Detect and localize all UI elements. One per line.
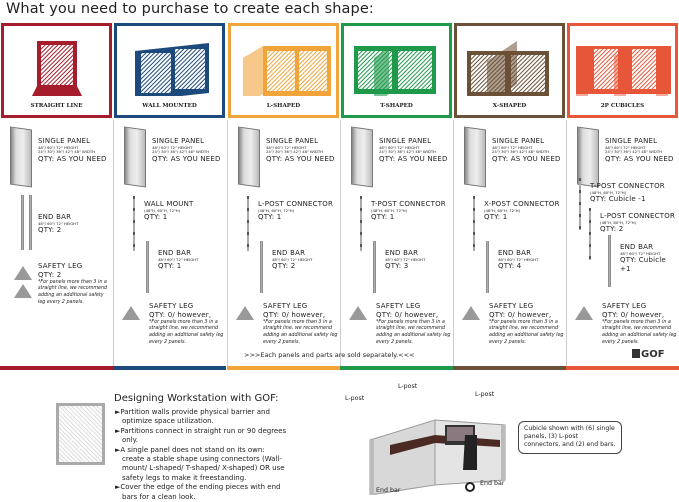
panel-sample-image [56,403,105,465]
part-spec: 24"/ 30"/ 36"/ 42"/ 48" WIDTH [379,149,437,155]
connector-post-image [133,196,135,251]
part-spec: 24"/ 30"/ 36"/ 42"/ 48" WIDTH [38,149,96,155]
part-spec: 48"/ 60"/ 72" HEIGHT [272,256,313,262]
bullet-arrow-icon: ► [115,445,121,454]
gof-logo [632,349,665,360]
safety-leg-image [462,306,480,320]
part-qty: QTY: 4 [498,262,522,271]
part-spec: (48"H, 60"H, 72"H) [484,207,521,213]
shape-column-3 [340,120,453,366]
cubicle-label-endbar-right: End bar [480,480,505,487]
cubicle-label-lpost-left: L-post [345,395,365,402]
part-title: SINGLE PANEL [605,137,658,145]
bullet-text: Partition walls provide physical barrier and optimize space utilization. [120,408,270,426]
part-end-barinfo [158,249,225,271]
color-stripe [227,366,340,370]
part-single-panelinfo [492,137,565,164]
connector-post-image [589,208,591,260]
part-qty: QTY: AS YOU NEED [152,155,221,164]
part-qty: QTY: 1 [258,213,282,222]
part-note: *For panels more than 3 in a straight line, we recommend adding an additional safety leg every 2 panels. [376,319,451,345]
safety-leg-image [14,266,32,280]
bullet-arrow-icon: ► [115,483,121,492]
part-title: SAFETY LEG [376,302,421,310]
part-spec: (48"H, 60"H, 72"H) [144,207,181,213]
part-qty: QTY: 3 [385,262,409,271]
part-spec: 24"/ 30"/ 36"/ 42"/ 48" WIDTH [605,149,663,155]
part-spec: (48"H, 60"H, 72"H) [258,207,295,213]
part-t-post-connectorinfo [371,200,452,222]
end-bar-image [260,241,263,293]
bullet-text: Cover the edge of the ending pieces with end bars for a clean look. [120,483,281,501]
cubicle-label-endbar-left: End bar [376,487,401,494]
design-heading: Designing Workstation with GOF: [114,393,279,404]
shape-icon [117,26,224,96]
part-qty: QTY: Cubicle +1 [620,256,666,274]
shape-box-0 [1,23,112,118]
part-single-panelinfo [266,137,339,164]
part-title: L-POST CONNECTOR [600,212,676,220]
shape-box-3 [341,23,452,118]
end-bar-image [373,241,376,293]
color-stripe [566,366,679,370]
part-end-barinfo [272,249,339,271]
bullet-arrow-icon: ► [115,426,121,435]
cubicle-label-lpost-right: L-post [475,391,495,398]
part-spec: (48"H, 60"H, 72"H) [600,219,637,225]
part-title: SINGLE PANEL [38,137,91,145]
part-safety-leginfo [489,302,565,346]
shape-label: 2P CUBICLES [600,103,645,109]
shape-column-5 [566,120,679,366]
single-panel-image [10,126,32,187]
part-single-panelinfo [379,137,452,164]
part-qty: QTY: 2 [600,225,624,234]
shape-label: X-SHAPED [492,103,527,109]
shape-box-1 [114,23,225,118]
part-title: END BAR [498,249,532,257]
safety-leg-image [349,306,367,320]
shape-icon [231,26,338,96]
part-note: *For panels more than 3 in a straight line, we recommend adding an additional safety leg every 2 panels. [149,319,224,345]
safety-leg-image [14,284,32,298]
part-title: WALL MOUNT [144,200,194,208]
part-safety-leginfo [263,302,339,346]
part-title: SAFETY LEG [263,302,308,310]
part-spec: 48"/ 60"/ 72" HEIGHT [38,220,79,226]
part-title: END BAR [158,249,192,257]
connector-post-image [360,196,362,251]
part-qty: QTY: AS YOU NEED [605,155,674,164]
part-note: *For panels more than 3 in a straight line, we recommend adding an additional safety leg every 2 panels. [38,279,108,305]
part-spec: (48"H, 60"H, 72"H) [590,189,627,195]
part-title: SINGLE PANEL [492,137,545,145]
end-bar-image [146,241,149,293]
part-qty: QTY: AS YOU NEED [38,155,107,164]
part-qty: QTY: 2 [38,270,62,279]
part-qty: QTY: 1 [144,213,168,222]
part-single-panelinfo [38,137,111,164]
shape-column-0 [0,120,113,366]
shape-icon [457,26,564,96]
part-spec: 48"/ 60"/ 72" HEIGHT [492,144,533,150]
connector-post-image [473,196,475,251]
color-stripe [113,366,226,370]
part-safety-leginfo [602,302,678,346]
part-single-panelinfo [605,137,678,164]
part-spec: 48"/ 60"/ 72" HEIGHT [385,256,426,262]
part-qty: QTY: AS YOU NEED [266,155,335,164]
part-title: END BAR [385,249,419,257]
part-spec: 48"/ 60"/ 72" HEIGHT [152,144,193,150]
part-spec: 24"/ 30"/ 36"/ 42"/ 48" WIDTH [152,149,210,155]
end-bar-image [21,195,24,250]
shape-box-4 [454,23,565,118]
shape-box-2 [228,23,339,118]
sold-separately-note: >>>Each panels and parts are sold separately.<<< [244,351,415,359]
part-spec: 48"/ 60"/ 72" HEIGHT [620,250,661,256]
part-title: SAFETY LEG [149,302,194,310]
part-title: END BAR [620,243,654,251]
part-note: *For panels more than 3 in a straight line, we recommend adding an additional safety leg every 2 panels. [489,319,564,345]
part-single-panelinfo [152,137,225,164]
part-title: X-POST CONNECTOR [484,200,560,208]
part-title: T-POST CONNECTOR [371,200,446,208]
part-end-barinfo [385,249,452,271]
single-panel-image [124,126,146,187]
design-bullet-item [114,408,289,427]
end-bar-image [29,195,32,250]
safety-leg-image [122,306,140,320]
shape-column-1 [113,120,226,366]
part-title: SAFETY LEG [489,302,534,310]
bullet-text: A single panel does not stand on its own: create a stable shape using connectors (Wall-mount/ L-shaped/ T-shaped/ X-shaped) OR use safety legs to make it freestanding. [120,445,285,482]
part-qty: QTY: 1 [484,213,508,222]
part-qty: QTY: 2 [38,226,62,235]
connector-post-image [247,196,249,251]
part-spec: 48"/ 60"/ 72" HEIGHT [38,144,79,150]
part-qty: QTY: 0/ however, [149,310,212,319]
bullet-arrow-icon: ► [115,408,121,416]
shape-label: WALL MOUNTED [142,103,197,109]
logo-text: GOF [641,349,665,360]
part-spec: 48"/ 60"/ 72" HEIGHT [605,144,646,150]
safety-leg-image [575,306,593,320]
shape-icon [4,26,111,96]
bullet-text: Partitions connect in straight run or 90 degrees only. [120,426,287,445]
design-bullet-item [114,446,289,484]
part-safety-leginfo [149,302,225,346]
part-title: SAFETY LEG [602,302,647,310]
part-t-post-connectorinfo [590,182,678,204]
part-title: SAFETY LEG [38,262,83,270]
part-safety-leginfo [376,302,452,346]
part-qty: QTY: 0/ however, [376,310,439,319]
part-note: *For panels more than 3 in a straight line, we recommend adding an additional safety leg every 2 panels. [602,319,677,345]
part-l-post-connectorinfo [258,200,339,222]
shape-icon [570,26,677,96]
part-qty: QTY: 2 [272,262,296,271]
part-spec: 24"/ 30"/ 36"/ 42"/ 48" WIDTH [266,149,324,155]
single-panel-image [464,126,486,187]
color-stripe [340,366,453,370]
end-bar-image [486,241,489,293]
shape-column-2 [227,120,340,366]
shape-icon [344,26,451,96]
part-title: SINGLE PANEL [266,137,319,145]
part-title: SINGLE PANEL [379,137,432,145]
part-x-post-connectorinfo [484,200,565,222]
part-spec: (48"H, 60"H, 72"H) [371,207,408,213]
part-qty: QTY: 0/ however, [263,310,326,319]
single-panel-image [351,126,373,187]
page-title: What you need to purchase to create each shape: [6,1,374,17]
color-stripe [453,366,566,370]
part-qty: QTY: 1 [158,262,182,271]
part-spec: 48"/ 60"/ 72" HEIGHT [379,144,420,150]
part-spec: 48"/ 60"/ 72" HEIGHT [266,144,307,150]
safety-leg-image [236,306,254,320]
cubicle-caption: Cubicle shown with (6) single panels, (3) L-post connectors, and (2) end bars. [518,421,622,454]
design-bullets [114,408,289,502]
part-end-barinfo [620,243,678,274]
part-qty: QTY: 1 [371,213,395,222]
part-title: END BAR [272,249,306,257]
design-bullet-item [114,483,289,502]
connector-post-image [579,178,581,230]
part-qty: QTY: AS YOU NEED [492,155,561,164]
part-title: SINGLE PANEL [152,137,205,145]
shape-label: T-SHAPED [380,103,413,109]
part-spec: 48"/ 60"/ 72" HEIGHT [498,256,539,262]
part-spec: 24"/ 30"/ 36"/ 42"/ 48" WIDTH [492,149,550,155]
part-end-barinfo [38,213,111,235]
part-qty: QTY: 0/ however, [602,310,665,319]
logo-icon [632,349,640,358]
design-bullet-item [114,427,289,446]
cubicle-label-lpost-center: L-post [398,383,418,390]
part-wall-mountinfo [144,200,225,222]
part-note: *For panels more than 3 in a straight line, we recommend adding an additional safety leg every 2 panels. [263,319,338,345]
end-bar-image [608,235,611,287]
part-qty: QTY: 0/ however, [489,310,552,319]
part-l-post-connectorinfo [600,212,678,234]
shape-label: STRAIGHT LINE [30,103,83,109]
cubicle-illustration [345,383,515,495]
part-title: T-POST CONNECTOR [590,182,665,190]
part-spec: 48"/ 60"/ 72" HEIGHT [158,256,199,262]
color-stripe [0,366,113,370]
part-safety-leginfo [38,262,111,306]
part-end-barinfo [498,249,565,271]
part-title: L-POST CONNECTOR [258,200,334,208]
shape-box-5 [567,23,678,118]
shape-label: L-SHAPED [266,103,301,109]
part-qty: QTY: Cubicle -1 [590,195,646,204]
part-qty: QTY: AS YOU NEED [379,155,448,164]
part-title: END BAR [38,213,72,221]
shape-column-4 [453,120,566,366]
single-panel-image [238,126,260,187]
